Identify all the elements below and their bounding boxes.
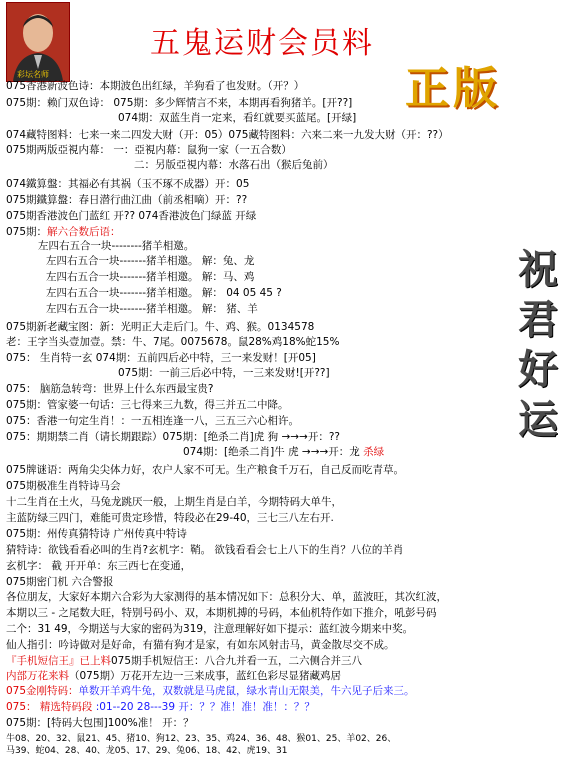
text-line: 075期新老藏宝图：新：光明正大走后门。牛、鸡、猴。0134578 [6, 321, 315, 333]
good-luck-banner: 祝君好运 [518, 246, 558, 443]
text-line: 075期：州传真猜特诗 广州传真中特诗 [6, 528, 187, 540]
text-line: 075： 精选特码段 :01--20 28---39 开：？？准！准！准！：？？ [6, 701, 315, 713]
text-line: 十二生肖在土火，马兔龙跳厌一般，上期生肖是白羊，今期特码大单牛， [6, 496, 342, 508]
text-line: 075：香港一句定生肖！：一五相连逢一八，三五三六心相许。 [6, 415, 300, 427]
text-line: 075金刚特码：单数开羊鸡牛兔，双数就是马虎鼠，绿水青山无限美，牛六见子后来三。 [6, 685, 415, 697]
photo-caption: 彩坛名师 [17, 70, 49, 79]
text-line: 左四右五合一块-------猪羊相邀。 解：马、鸡 [46, 271, 255, 283]
text-line: 075：期期禁二肖（请长期跟踪）075期：[绝杀二肖]虎 狗 →→→开：?? [6, 431, 340, 443]
text-line: 075期鐵算盤：春日潜行曲江曲（前丞相嘀）开：?? [6, 194, 248, 206]
text-line: 075期：[特码大包围]100%准！ 开：？ [6, 717, 194, 729]
text-line: 二个：31 49，今期送与大家的密码为319，注意理解好如下提示：蓝红波今期来中奖。 [6, 623, 414, 635]
text-line: 猜特诗：欲钱看看必叫的生肖?玄机字：鞘。 欲钱看看会七上八下的生肖？八位的羊肖 [6, 544, 404, 556]
text-line: 075期极准生肖特诗马会 [6, 480, 121, 492]
page-title: 五鬼运财会员料 [150, 26, 374, 61]
text-line: 075： 生肖特一玄 074期：五前四后必中特，三一来发财！[开05] [6, 352, 316, 364]
text-line: 二：另版亞視内幕：水落石出（猴后兔前） [134, 159, 334, 171]
text-line: 老：王字当头壹加壹。禁：牛、7尾。0075678。鼠28%鸡18%蛇15% [6, 336, 340, 348]
text-line: 075牌谜语：两角尖尖体力好，农户人家不可无。生产粮食千万石，自己反而吃青草。 [6, 464, 405, 476]
text-line: 本期以三 - 之尾数大旺，特别号码小、双，本期机搏的号码，本仙机特作如下推介，吼彭号码 [6, 607, 437, 619]
text-line: 075期：赖门双色诗： 075期：多少辉情言不来，本期再看狗猪羊。[开??] [6, 97, 353, 109]
text-line: 075： 脑筋急转弯：世界上什么东西最宝贵? [6, 383, 214, 395]
authentic-badge: 正版 [405, 63, 501, 114]
text-line: 075香港新波色诗：本期波色出红绿，羊狗看了也发财。（开？） [6, 80, 305, 92]
text-line: 左四右五合一块--------猪羊相邀。 [38, 240, 195, 252]
text-line: 玄机字： 截 开开单：东三西七在变通， [6, 560, 192, 572]
text-line: 075期：一前三后必中特，一三来发财![开??] [118, 367, 330, 379]
text-line: 074期：[绝杀二肖]牛 虎 →→→开：龙 杀绿 [183, 446, 385, 458]
text-line: 075期两版亞視内幕： 一：亞視内幕：鼠狗一家（一五合数） [6, 144, 292, 156]
text-line: 『手机短信王』已上料075期手机短信王：八合九并看一五，二六侧合并三八 [6, 655, 363, 667]
text-line: 075期密门机 六合警报 [6, 576, 114, 588]
text-line: 074鐵算盤：其福必有其祸（玉不琢不成器）开：05 [6, 178, 250, 190]
text-line: 牛08、20、32、鼠21、45、猪10、狗12、23、35、鸡24、36、48、猴01、25、羊02、26、 [6, 734, 397, 744]
text-line: 075期：解六合数后语： [6, 226, 121, 238]
kill-color-note: 杀绿 [359, 446, 385, 458]
text-line: 内部万花来料（075期）万花开左边一三来成事，蓝红色彩尽显猪藏鸡居 [6, 670, 342, 682]
text-line: 074期：双蓝生肖一定来，看红就要买蓝尾。[开绿] [118, 112, 357, 124]
text-line: 主蓝防绿三四门，难能可贵定珍惜，特段必在29-40，三七三八左右开. [6, 512, 334, 524]
text-line: 左四右五合一块-------猪羊相邀。 解：兔、龙 [46, 255, 255, 267]
text-line: 仙人指引：吟诗做对是好命，有猫有狗才是家，有如东风射击马，黄金散尽交不成。 [6, 639, 395, 651]
text-line: 马39、蛇04、28、40、龙05、17、29、兔06、18、42、虎19、31 [6, 746, 288, 756]
portrait-photo [6, 2, 70, 82]
text-line: 074藏特图料：七来一来二四发大财（开：05）075藏特图料：六来二来一九发大财（开：??） [6, 129, 449, 141]
text-line: 左四右五合一块-------猪羊相邀。 解： 猪、羊 [46, 303, 258, 315]
text-line: 075期：管家婆一句话：三七得来三九数，得三并五二中降。 [6, 399, 289, 411]
text-line: 左四右五合一块-------猪羊相邀。 解： 04 05 45 ? [46, 287, 282, 299]
text-line: 各位朋友，大家好本期六合彩为大家测得的基本情况如下：总积分大、单，蓝波旺，其次红波， [6, 591, 447, 603]
text-line: 075期香港波色门蓝红 开?? 074香港波色门绿蓝 开绿 [6, 210, 257, 222]
